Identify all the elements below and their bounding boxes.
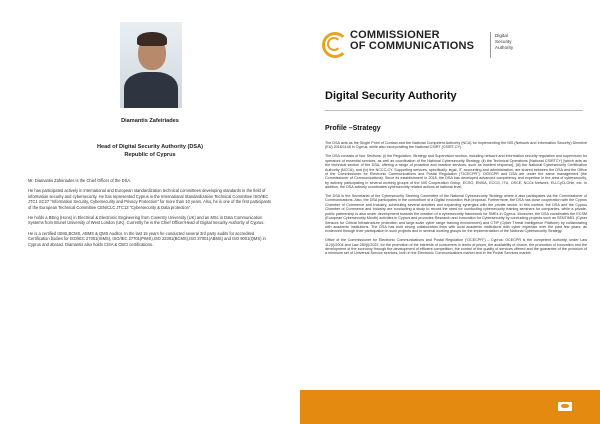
bio-paragraph: He holds a BEng (Hons) in Electrical & Electronic Engineering from Coventry University (UK) and an MSc in Data Communication Systems from Brunel University of West London (UK). Currently he is the Chief Officer/Head of Digital Security Authority of Cyprus. bbox=[28, 215, 265, 226]
authority-body bbox=[325, 141, 587, 260]
body-paragraph: The DSA acts as the Single Point of Contact and the National Competent Authority (NCA) for implementing the NIS (Network and Information Security) Directive (EU) 2016/1148 in Cyprus, while also incorporating the National CSIRT (CSIRT-CY). bbox=[325, 141, 587, 150]
speaker-name: Diamantis Zafeiriades bbox=[121, 118, 179, 124]
body-paragraph: Office of the Commissioner for Electronic Communications and Postal Regulation ("OCECPR") – Cyprus: OCECPR is the competent authority, under Law 112(I)/2004 and Law 280(I)/2022, for the promotion of the interests of consumers in terms of prices, the availability of choice, the promotion of innovation and the development of the economy through the development of efficient competition, the control of the quality of services offered and the guarantee of the provision of a minimum set of Universal Service services, both in the Electronic Communications market and in the Postal Services market. bbox=[325, 238, 587, 256]
commissioner-logo bbox=[322, 30, 592, 64]
logo-line-2: OF COMMUNICATIONS bbox=[350, 40, 475, 52]
bio-paragraph: He has participated actively in international and European standardization technical committees developing standards in the field of information security and cybersecurity. He has represented Cyprus in the International Standardization Technical Committee ISO/IEC JTC1 SC27 "Information Security, Cybersecurity and Privacy Protection" for more than 10 years. Also, he is one of the first participants of the European Technical Committee CEN/CLC JTC13 "Cybersecurity & Data protection". bbox=[28, 188, 272, 210]
logo-mark-icon bbox=[322, 32, 346, 58]
bio-paragraph: He is a certified ISMS,BCMS, ABMS & QMS Auditor. In the last 15 years he conducted several 3rd party audits for accredited Certification bodies for ISO/IEC 27001(ISMS), ISO/IEC 27701(PIMS),ISO 22301(BCMS),ISO 37001(ABMS) and ISO 9001(QMS) in Cyprus and abroad. Diamantis also holds CISA & CBCI certifications. bbox=[28, 230, 266, 247]
section-heading: Profile –Strategy bbox=[325, 125, 381, 132]
photo-hair bbox=[137, 32, 167, 46]
title-divider bbox=[325, 110, 583, 111]
logo-divider bbox=[490, 32, 491, 58]
bio-paragraph: Mr. Diamantis Zafeiriades is the Chief Officer of the DSA. bbox=[28, 178, 132, 183]
speaker-bio bbox=[28, 178, 272, 252]
logo-sub-2: Security bbox=[495, 39, 512, 44]
footer-bar bbox=[300, 390, 600, 424]
authority-title: Digital Security Authority bbox=[325, 90, 457, 102]
speaker-role-country: Republic of Cyprus bbox=[124, 152, 176, 158]
logo-sub-3: Authority bbox=[495, 45, 514, 50]
photo-shoulders bbox=[124, 72, 178, 108]
logo-sub-1: Digital bbox=[495, 33, 508, 38]
body-paragraph: The DSA is the Secretariat of the Cybersecurity Steering Committee of the National Cybersecurity Strategy where it also participates via the Commissioner of Communications. Also, the DSA participates in the consortium of a Digital Innovation Hub proposal. Furthermore, the DSA has close cooperation with the Cyprus Chamber of Commerce and Industry, scheduling several activities and expanding synergies with the private sector. In this context, the DSA and the Cyprus Chamber of Commerce and Industry are conducting a study to record the need for conducting cybersecurity training seminars for companies, while a private-public partnership is also under development towards the creation of a cybersecurity framework for SMEs in Cyprus. Moreover, the DSA coordinates the ECSM (European Cybersecurity Month) activities in Cyprus and promotes Research and Innovation for Cybersecurity by conducting projects such as SENTINEL (Cyber Sensors for Critical Infrastructure protection and large-scale cyber range training environment) and CTIP (Cyber Threat Intelligence Platform) by collaborating with academic institutions. The DSA has built strong collaboration links with local academic institutions with cyber expertise over the past few years, as evidenced through their participation in such projects and in several working groups for the implementation of the National Cybersecurity Strategy. bbox=[325, 194, 587, 234]
logo-subtitle bbox=[495, 33, 513, 51]
body-paragraph: The DSA consists of four Sections: (i) the Regulation, Strategy and Supervision section, including network and information security regulation and supervision for operators of essential services, as well as coordination of the National Cybersecurity Strategy, (ii) the Technical Operations (National CSIRTCY) [which acts as the technical section of the DSA, offering a range of proactive and reactive services, such as incident response], (iii) the National Cybersecurity Certification Authority (NCCA), and (iv) the NCCC-CY. Supporting services, specifically, legal, IT, accounting and administration, are shared between the DSA and the Office of the Commissioner for Electronic Communications and Postal Regulation ("OCECPR"). OCECPR and DSA are under the same management (the Commissioner of Communications). Since its establishment in 2018, the DSA has developed advanced competency and expertise in the area of cybersecurity, by actively participating in several working groups of the NIS Cooperation Group, ECSO, ENISA, ECCG, ITU, OSCE, NCCs Network, EU-CyCLONe, etc. In addition, the DSA actively coordinates cybersecurity related actions at national level. bbox=[325, 154, 587, 190]
logo-line-1: COMMISSIONER bbox=[350, 29, 440, 41]
speaker-role bbox=[40, 143, 260, 159]
cyprus-flag-icon bbox=[558, 402, 572, 411]
speaker-photo bbox=[120, 22, 182, 108]
authority-page bbox=[300, 0, 600, 424]
logo-wordmark bbox=[350, 30, 474, 52]
speaker-role-title: Head of Digital Security Authority (DSA) bbox=[96, 144, 204, 150]
